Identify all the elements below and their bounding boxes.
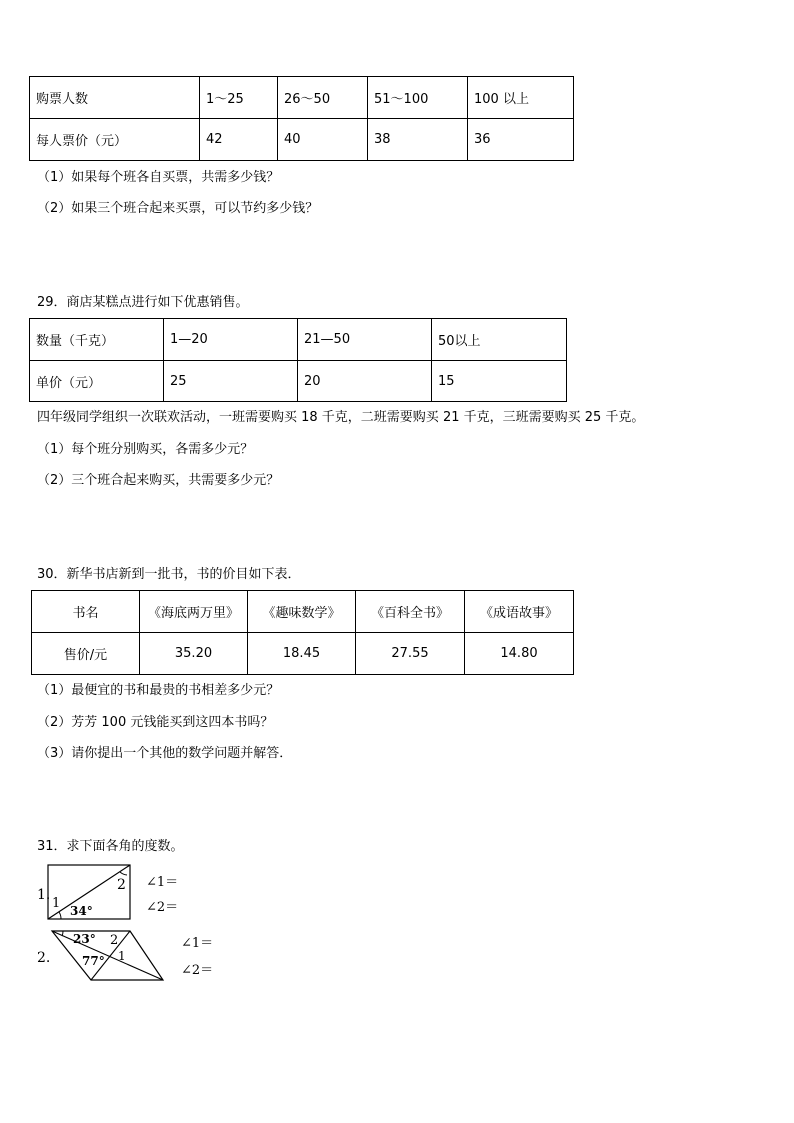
angle-value-label: 23° [73, 932, 96, 946]
table-cell: 38 [368, 119, 468, 161]
table-row [32, 633, 574, 675]
table-cell: 每人票价（元） [30, 119, 200, 161]
answer-angle-1: ∠1＝ [146, 875, 179, 890]
angle-1-label: 1 [118, 949, 126, 963]
table-cell: 20 [298, 361, 432, 402]
cake-price-table [29, 318, 567, 402]
q30-title: 30．新华书店新到一批书，书的价目如下表． [37, 567, 301, 582]
table-row [30, 119, 574, 161]
q29-description: 四年级同学组织一次联欢活动，一班需要购买 18 千克，二班需要购买 21 千克，三班需要购买 25 千克。 [37, 410, 645, 425]
table-cell: 18.45 [248, 633, 356, 675]
table-cell: 26～50 [278, 77, 368, 119]
answer-angle-2: ∠2＝ [146, 900, 179, 915]
table-cell: 单价（元） [30, 361, 164, 402]
table-cell: 《趣味数学》 [248, 591, 356, 633]
table-cell: 40 [278, 119, 368, 161]
table-row [32, 591, 574, 633]
angle-arc [120, 872, 127, 875]
figure-index: 1. [37, 887, 51, 903]
figure-index: 2. [37, 950, 51, 966]
angle-arc [59, 912, 61, 919]
table-cell: 数量（千克） [30, 319, 164, 361]
table-row [30, 361, 567, 402]
table-cell: 1—20 [164, 319, 298, 361]
answer-angle-2: ∠2＝ [181, 963, 214, 978]
table-cell: 14.80 [465, 633, 574, 675]
table-cell: 《百科全书》 [356, 591, 465, 633]
q29-title: 29．商店某糕点进行如下优惠销售。 [37, 295, 249, 310]
q30-sub-question-1: （1）最便宜的书和最贵的书相差多少元？ [37, 683, 280, 698]
table-cell: 《成语故事》 [465, 591, 574, 633]
table-cell: 21—50 [298, 319, 432, 361]
table-cell: 书名 [32, 591, 140, 633]
table-cell: 1～25 [200, 77, 278, 119]
answer-angle-1: ∠1＝ [181, 936, 214, 951]
table-row [30, 319, 567, 361]
table-cell: 《海底两万里》 [140, 591, 248, 633]
table-cell: 100 以上 [468, 77, 574, 119]
angle-value-label: 34° [70, 904, 93, 918]
q28-sub-question-2: （2）如果三个班合起来买票，可以节约多少钱？ [37, 201, 319, 216]
table-cell: 购票人数 [30, 77, 200, 119]
angle-2-label: 2 [110, 933, 119, 948]
table-cell: 50以上 [432, 319, 567, 361]
rectangle-angle-figure [36, 862, 236, 924]
table-cell: 35.20 [140, 633, 248, 675]
table-row [30, 77, 574, 119]
angle-2-label: 2 [117, 877, 126, 893]
q30-sub-question-3: （3）请你提出一个其他的数学问题并解答． [37, 746, 293, 761]
q29-sub-question-1: （1）每个班分别购买，各需多少元？ [37, 442, 254, 457]
table-cell: 15 [432, 361, 567, 402]
parallelogram-angle-figure [36, 928, 236, 984]
ticket-price-table [29, 76, 574, 161]
table-cell: 51～100 [368, 77, 468, 119]
q30-sub-question-2: （2）芳芳 100 元钱能买到这四本书吗？ [37, 715, 274, 730]
book-price-table [31, 590, 574, 675]
table-cell: 售价/元 [32, 633, 140, 675]
q28-sub-question-1: （1）如果每个班各自买票，共需多少钱？ [37, 170, 280, 185]
angle-1-label: 1 [52, 896, 61, 911]
table-cell: 36 [468, 119, 574, 161]
q31-title: 31．求下面各角的度数。 [37, 839, 184, 854]
angle-value-label: 77° [82, 954, 105, 968]
q29-sub-question-2: （2）三个班合起来购买，共需要多少元？ [37, 473, 280, 488]
table-cell: 27.55 [356, 633, 465, 675]
table-cell: 42 [200, 119, 278, 161]
table-cell: 25 [164, 361, 298, 402]
